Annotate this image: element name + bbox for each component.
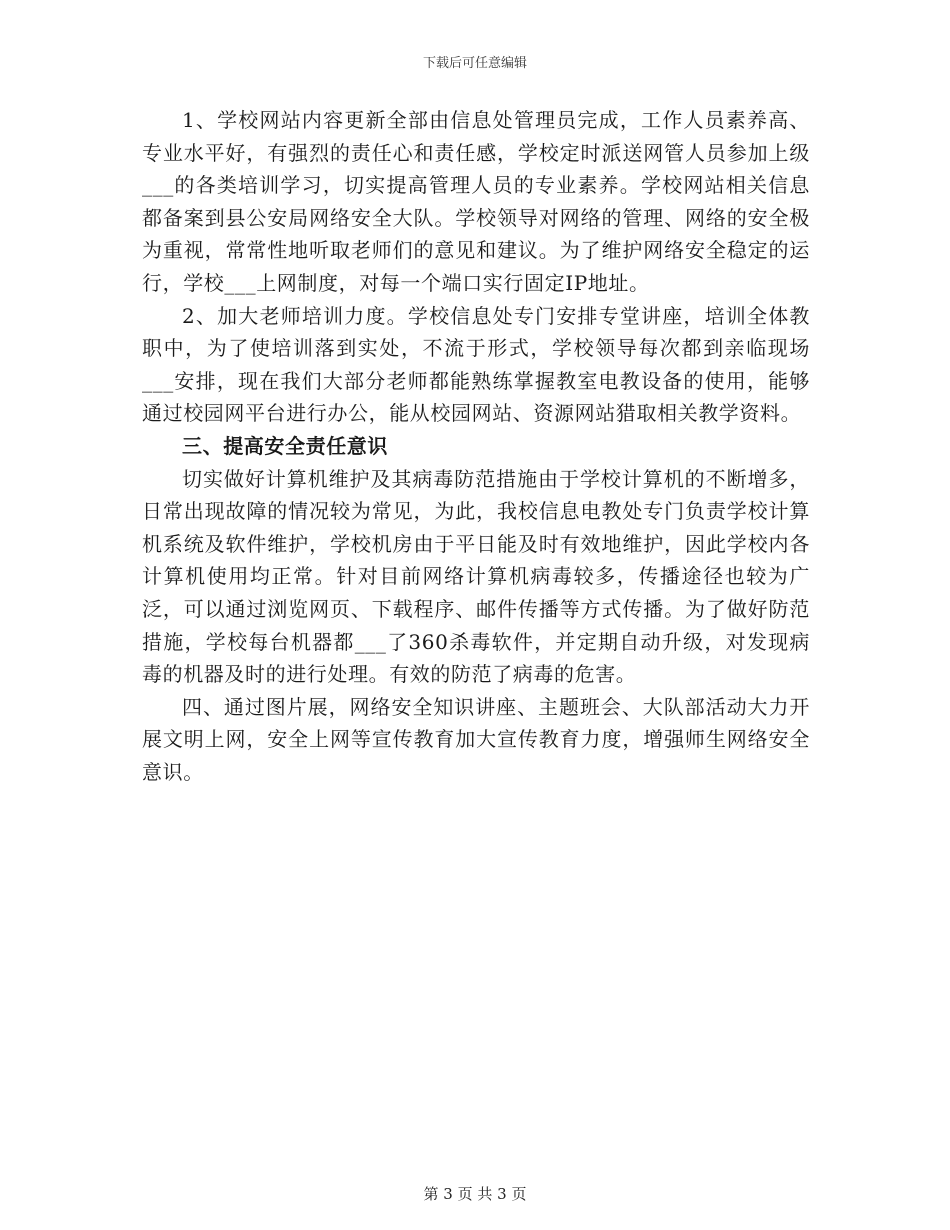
section-heading-safety-awareness: 三、提高安全责任意识 [182,433,388,458]
paragraph-teacher-training: 2、加大老师培训力度。学校信息处专门安排专堂讲座，培训全体教职中，为了使培训落到实处，不流于形式，学校领导每次都到亲临现场___安排，现在我们大部分老师都能熟练掌握教室电教设备的使用，能够通过校园网平台进行办公，能从校园网站、资源网站猎取相关教学资料。 [142,303,810,426]
page-footer: 第 3 页 共 3 页 [423,1185,527,1203]
paragraph-publicity-education: 四、通过图片展，网络安全知识讲座、主题班会、大队部活动大力开展文明上网，安全上网等宣传教育加大宣传教育力度，增强师生网络安全意识。 [142,694,810,784]
page-header: 下载后可任意编辑 [422,56,527,71]
paragraph-virus-prevention: 切实做好计算机维护及其病毒防范措施由于学校计算机的不断增多，日常出现故障的情况较为常见，为此，我校信息电教处专门负责学校计算机系统及软件维护，学校机房由于平日能及时有效地维护，因此学校内各计算机使用均正常。针对目前网络计算机病毒较多，传播途径也较为广泛，可以通过浏览网页、下载程序、邮件传播等方式传播。为了做好防范措施，学校每台机器都___了360杀毒软件，并定期自动升级，对发现病毒的机器及时的进行处理。有效的防范了病毒的危害。 [142,466,810,687]
paragraph-website-management: 1、学校网站内容更新全部由信息处管理员完成，工作人员素养高、专业水平好，有强烈的责任心和责任感，学校定时派送网管人员参加上级___的各类培训学习，切实提高管理人员的专业素养。学校网站相关信息都备案到县公安局网络安全大队。学校领导对网络的管理、网络的安全极为重视，常常性地听取老师们的意见和建议。为了维护网络安全稳定的运行，学校___上网制度，对每一个端口实行固定IP地址。 [142,108,810,295]
document-body [142,104,810,788]
